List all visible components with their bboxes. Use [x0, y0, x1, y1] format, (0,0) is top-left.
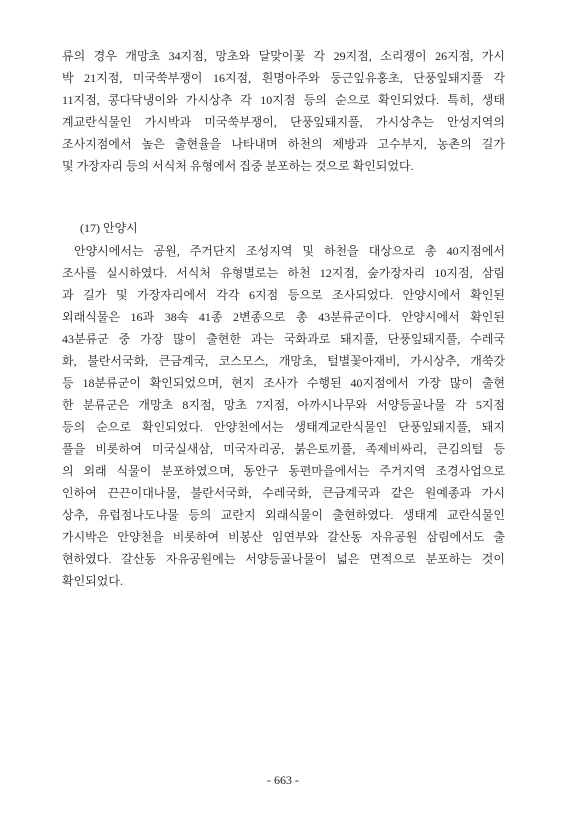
text-line: 류의 경우 개망초 34지점, 망초와 달맞이꽃 각 29지점, 소리쟁이 26지점, 가시: [62, 49, 505, 63]
page-number: - 663 -: [267, 773, 299, 787]
text-line: 외래식물은 16과 38속 41종 2변종으로 총 43분류군이다. 안양시에서 확인된: [62, 310, 505, 324]
text-line: 풀을 비롯하여 미국실새삼, 미국자리공, 붉은토끼풀, 족제비싸리, 큰김의털 등: [62, 442, 505, 456]
text-line: 과 길가 및 가장자리에서 각각 6지점 등으로 조사되었다. 안양시에서 확인된: [62, 288, 505, 302]
text-line: 상추, 유럽점나도나물 등의 교란지 외래식물이 출현하였다. 생태계 교란식물인: [62, 508, 505, 522]
text-line: 등의 순으로 확인되었다. 안양천에서는 생태계교란식물인 단풍잎돼지풀, 돼지: [62, 420, 505, 434]
continuation-paragraph: [62, 45, 505, 177]
text-line: 의 외래 식물이 분포하였으며, 동안구 동편마을에서는 주거지역 조경사업으로: [62, 464, 505, 478]
text-line: 및 가장자리 등의 서식처 유형에서 집중 분포하는 것으로 확인되었다.: [62, 159, 414, 173]
text-line: 현하였다. 갈산동 자유공원에는 서양등골나물이 넓은 면적으로 분포하는 것이: [62, 552, 505, 566]
text-line: 박 21지점, 미국쑥부쟁이 16지점, 흰명아주와 둥근잎유홍초, 단풍잎돼지풀 각: [62, 71, 505, 85]
text-line: 등 18분류군이 확인되었으며, 현지 조사가 수행된 40지점에서 가장 많이 출현: [62, 376, 505, 390]
text-line: 가시박은 안양천을 비롯하여 비봉산 임연부와 갈산동 자유공원 삼림에서도 출: [62, 530, 505, 544]
text-line: 조사지점에서 높은 출현율을 나타내며 하천의 제방과 고수부지, 농촌의 길가: [62, 137, 505, 151]
text-line: 화, 불란서국화, 큰금계국, 코스모스, 개망초, 털별꽃아재비, 가시상추, 개쑥갓: [62, 354, 505, 368]
text-line: 조사를 실시하였다. 서식처 유형별로는 하천 12지점, 숲가장자리 10지점, 삼림: [62, 266, 505, 280]
text-line: 한 분류군은 개망초 8지점, 망초 7지점, 아까시나무와 서양등골나물 각 5지점: [62, 398, 505, 412]
text-line: 계교란식물인 가시박과 미국쑥부쟁이, 단풍잎돼지풀, 가시상추는 안성지역의: [62, 115, 505, 129]
text-line: 확인되었다.: [62, 574, 123, 588]
text-line: 11지점, 콩다닥냉이와 가시상추 각 10지점 등의 순으로 확인되었다. 특히, 생태: [62, 93, 505, 107]
section-paragraph: [62, 240, 505, 592]
text-line: 안양시에서는 공원, 주거단지 조성지역 및 하천을 대상으로 총 40지점에서: [74, 244, 505, 258]
section-heading: (17) 안양시: [80, 221, 138, 235]
text-line: 43분류군 중 가장 많이 출현한 과는 국화과로 돼지풀, 단풍잎돼지풀, 수레국: [62, 332, 505, 346]
text-line: 인하여 끈끈이대나물, 불란서국화, 수레국화, 큰금계국과 같은 원예종과 가시: [62, 486, 505, 500]
